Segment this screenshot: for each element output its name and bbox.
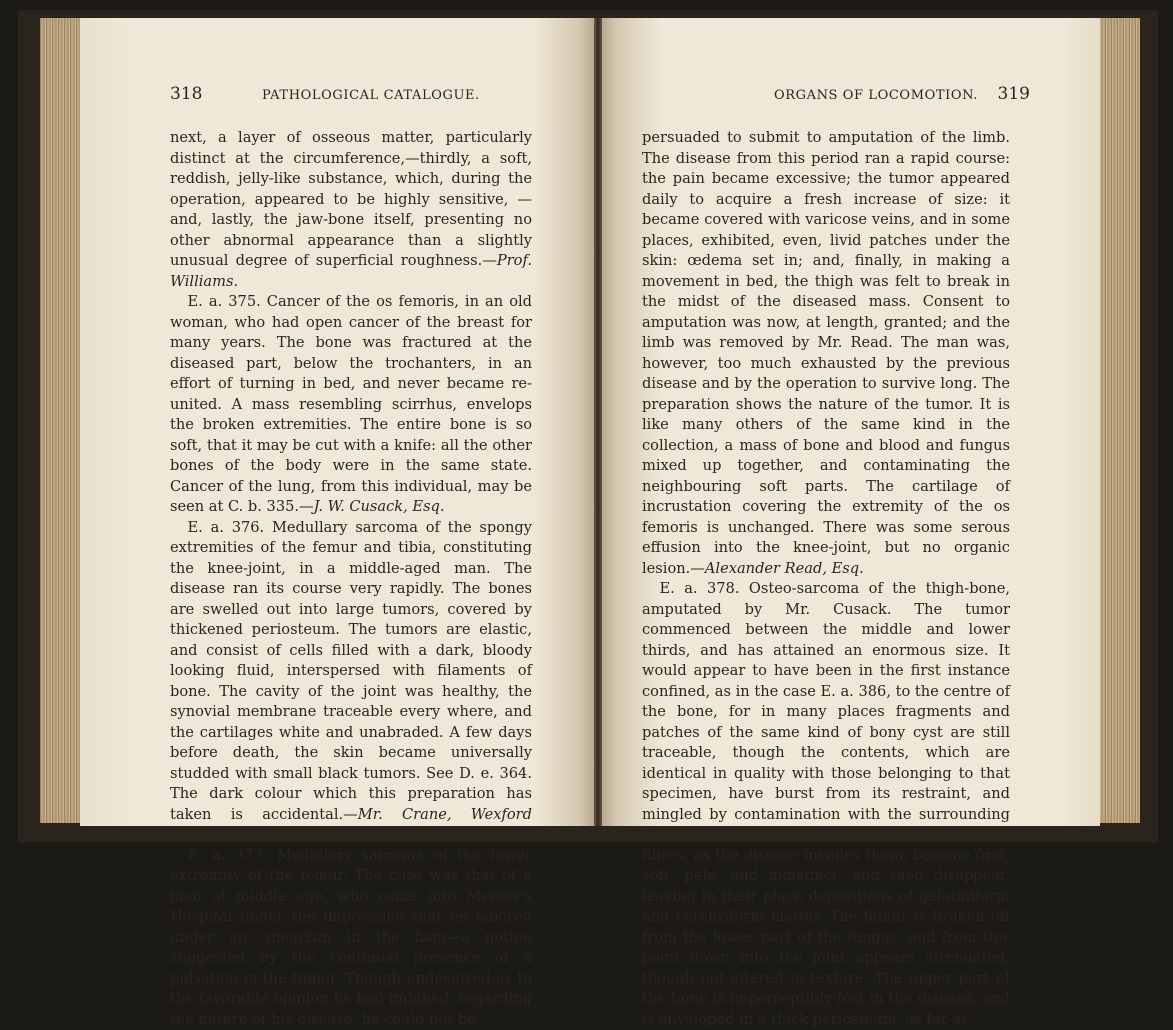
paragraph-signature: J. W. Cusack, Esq. xyxy=(314,498,445,515)
paragraph xyxy=(642,128,1010,579)
paragraph-text: next, a layer of osseous matter, particularly distinct at the circumference,—thirdly, a soft, reddish, jelly-like substance, which, during the operation, appeared to be highly sensitive, —and, lastly, the jaw-bone itself, presenting no other abnormal appearance than a slightly unusual degree of superficial roughness.— xyxy=(170,129,532,269)
left-page xyxy=(80,18,594,826)
left-page-header xyxy=(170,88,552,110)
page-edges-right xyxy=(1100,18,1140,823)
paragraph-signature: Alexander Read, Esq. xyxy=(705,560,864,577)
left-page-text xyxy=(170,128,532,1030)
paragraph-signature: Mr. Crane, Wexford Infirmary. xyxy=(170,806,532,844)
right-page xyxy=(602,18,1100,826)
paragraph-text: persuaded to submit to amputation of the limb. The disease from this period ran a rapid course: the pain became excessive; the tumor appeared daily to acquire a fresh increase of size: it became covered with varicose veins, and in some places, exhibited, even, livid patches under the skin: œdema set in; and, finally, in making a movement in bed, the thigh was felt to break in the midst of the diseased mass. Consent to amputation was now, at length, granted; and the limb was removed by Mr. Read. The man was, however, too much exhausted by the previous disease and by the operation to survive long. The preparation shows the nature of the tumor. It is like many others of the same kind in the collection, a mass of bone and blood and fungus mixed up together, and contaminating the neighbouring soft parts. The cartilage of incrustation covering the extremity of the os femoris is unchanged. There was some serous effusion into the knee-joint, but no organic lesion.— xyxy=(642,129,1010,577)
paragraph-text: E. a. 375. Cancer of the os femoris, in an old woman, who had open cancer of the breast for many years. The bone was fractured at the diseased part, below the trochanters, in an effort of turning in bed, and never became re-united. A mass resembling scirrhus, envelops the broken extremities. The entire bone is so soft, that it may be cut with a knife: all the other bones of the body were in the same state. Cancer of the lung, from this individual, may be seen at C. b. 335.— xyxy=(170,293,532,515)
right-page-header xyxy=(642,88,1030,110)
paragraph xyxy=(170,518,532,846)
paragraph-text: E. a. 378. Osteo-sarcoma of the thigh-bone, amputated by Mr. Cusack. The tumor commenced between the middle and lower thirds, and has attained an enormous size. It would appear to have been in the first instance confined, as in the case E. a. 386, to the centre of the bone, for in many places fragments and patches of the same kind of bony cyst are still traceable, though the contents, which are identical in quality with those belonging to that specimen, have burst from its restraint, and mingled by contamination with the surrounding muscular and other textures. The muscular fibres, as the disease invades them, become first, soft, pale, and indistinct, and then disappear, leaving in their place depositions of gelatiniform and cerebriform matter. The femur is broken off from the lower part of the fungus, and from this point down into the joint appears attenuated, though not altered in texture. The upper part of the bone is imperceptibly lost in the disease, and is enveloped in a thick periosteum, as far as xyxy=(642,580,1010,1028)
paragraph-signature: Prof. Williams. xyxy=(170,252,532,290)
book-gutter xyxy=(594,18,602,826)
left-running-head: PATHOLOGICAL CATALOGUE. xyxy=(262,88,480,103)
page-edges-left xyxy=(40,18,80,823)
paragraph xyxy=(170,846,532,1030)
right-page-number: 319 xyxy=(998,84,1030,104)
paragraph-text: E. a. 376. Medullary sarcoma of the spongy extremities of the femur and tibia, constituting the knee-joint, in a middle-aged man. The disease ran its course very rapidly. The bones are swelled out into large tumors, covered by thickened periosteum. The tumors are elastic, and consist of cells filled with a dark, bloody looking fluid, interspersed with filaments of bone. The cavity of the joint was healthy, the synovial membrane traceable every where, and the cartilages white and unabraded. A few days before death, the skin became universally studded with small black tumors. See D. e. 364. The dark colour which this preparation has taken is accidental.— xyxy=(170,519,532,823)
paragraph xyxy=(170,128,532,292)
right-page-text xyxy=(642,128,1010,1030)
paragraph xyxy=(170,292,532,518)
paragraph-text: E. a. 377. Medullary sarcoma of the lower extremity of the femur. The case was that of a man of middle age, who came into Mercer's Hospital under the impression that he labored under an aneurism in the ham—a notion suggested by the continual presence of a pulsation in the tumor. Though undeceived as to the favorable opinion he had imbibed, regarding the nature of his disease, he could not be xyxy=(170,847,532,1028)
paragraph xyxy=(642,579,1010,1030)
left-page-number: 318 xyxy=(170,84,202,104)
right-running-head: ORGANS OF LOCOMOTION. xyxy=(774,88,978,103)
